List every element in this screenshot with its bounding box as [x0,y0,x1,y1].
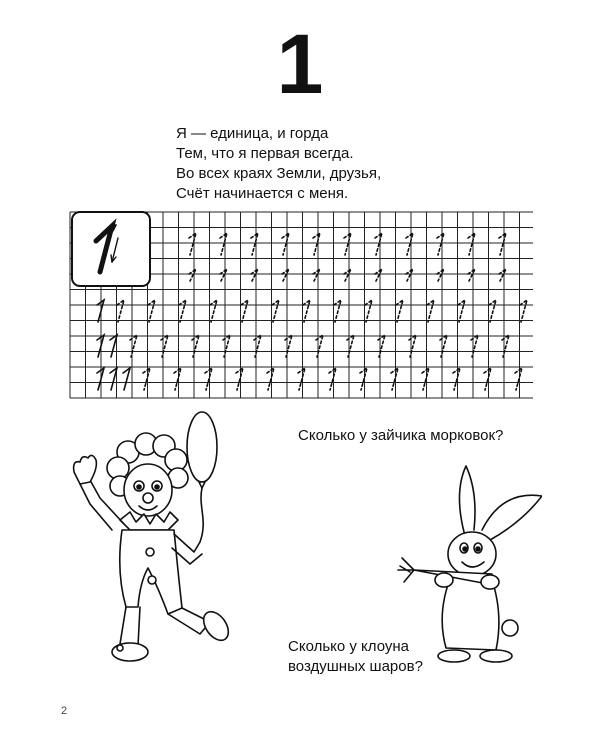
balloon [187,412,217,482]
rabbit-tail [502,620,518,636]
practice-digit-one [520,300,527,322]
practice-digit-one [515,368,522,390]
practice-digit-one [272,300,279,322]
clown-hand-waving [74,455,97,484]
question-balloons [288,637,423,677]
practice-digit-one [241,300,248,322]
practice-digit-one [174,368,181,390]
clown-nose [143,493,153,503]
clown-face [124,464,172,516]
practice-digit-one [143,368,150,390]
practice-digit-one [130,335,137,357]
practice-digit-one [236,368,243,390]
poem-line-3: Во всех краях Земли, друзья, [176,165,382,182]
practice-digit-one [223,335,230,357]
practice-digit-one [489,300,496,322]
practice-digit-one [316,335,323,357]
practice-digit-one [161,335,168,357]
practice-digit-one [344,233,351,255]
practice-digit-one [406,233,413,255]
clown-shoe-right [199,607,234,645]
poem-line-2: Тем, что я первая всегда. [176,145,354,162]
practice-digit-one [427,300,434,322]
practice-digit-one [396,300,403,322]
practice-digit-one [360,368,367,390]
page-number: 2 [61,705,68,717]
practice-digit-one [313,269,320,281]
practice-digit-one [123,368,130,390]
question-balloons-line-2: воздушных шаров? [288,658,423,675]
practice-digit-one [179,300,186,322]
practice-digit-one [282,233,289,255]
practice-digit-one [334,300,341,322]
practice-digit-one [110,368,117,390]
practice-digit-one [437,269,444,281]
rabbit-foot-left [438,650,470,662]
rabbit-foot-right [480,650,512,662]
practice-digit-one [285,335,292,357]
practice-digit-one [406,269,413,281]
practice-digits [97,233,527,390]
practice-digit-one [220,233,227,255]
balloon-string [200,488,203,542]
poem-line-4: Счёт начинается с меня. [176,185,349,202]
practice-digit-one [458,300,465,322]
practice-digit-one [192,335,199,357]
practice-digit-one [251,233,258,255]
practice-digit-one [471,335,478,357]
practice-digit-one [409,335,416,357]
practice-digit-one [251,269,258,281]
practice-digit-one [468,233,475,255]
practice-digit-one [189,233,196,255]
practice-digit-one [220,269,227,281]
practice-digit-one [205,368,212,390]
practice-digit-one [453,368,460,390]
question-balloons-line-1: Сколько у клоуна [288,638,410,655]
rabbit-head [448,532,496,576]
question-carrots: Сколько у зайчика морковок? [298,427,504,444]
practice-digit-one [499,233,506,255]
clown-body [120,530,182,614]
practice-digit-one [282,269,289,281]
sample-digit-box [72,212,150,286]
poem-line-1: Я — единица, и горда [176,125,329,142]
rabbit-ear-right [482,495,542,540]
practice-digit-one [267,368,274,390]
big-numeral: 1 [276,17,324,111]
practice-digit-one [148,300,155,322]
practice-digit-one [484,368,491,390]
practice-digit-one [391,368,398,390]
practice-digit-one [499,269,506,281]
practice-digit-one [210,300,217,322]
practice-digit-one [347,335,354,357]
practice-digit-one [468,269,475,281]
practice-digit-one [440,335,447,357]
rabbit-ear-left [459,466,475,532]
practice-digit-one [375,269,382,281]
clown-illustration [60,402,260,672]
practice-digit-one [365,300,372,322]
practice-digit-one [189,269,196,281]
practice-digit-one [344,269,351,281]
practice-digit-one [254,335,261,357]
practice-digit-one [313,233,320,255]
practice-digit-one [298,368,305,390]
practice-digit-one [437,233,444,255]
practice-digit-one [375,233,382,255]
practice-digit-one [422,368,429,390]
practice-digit-one [110,335,117,357]
practice-digit-one [303,300,310,322]
practice-digit-one [502,335,509,357]
practice-digit-one [378,335,385,357]
practice-digit-one [117,300,124,322]
practice-digit-one [329,368,336,390]
